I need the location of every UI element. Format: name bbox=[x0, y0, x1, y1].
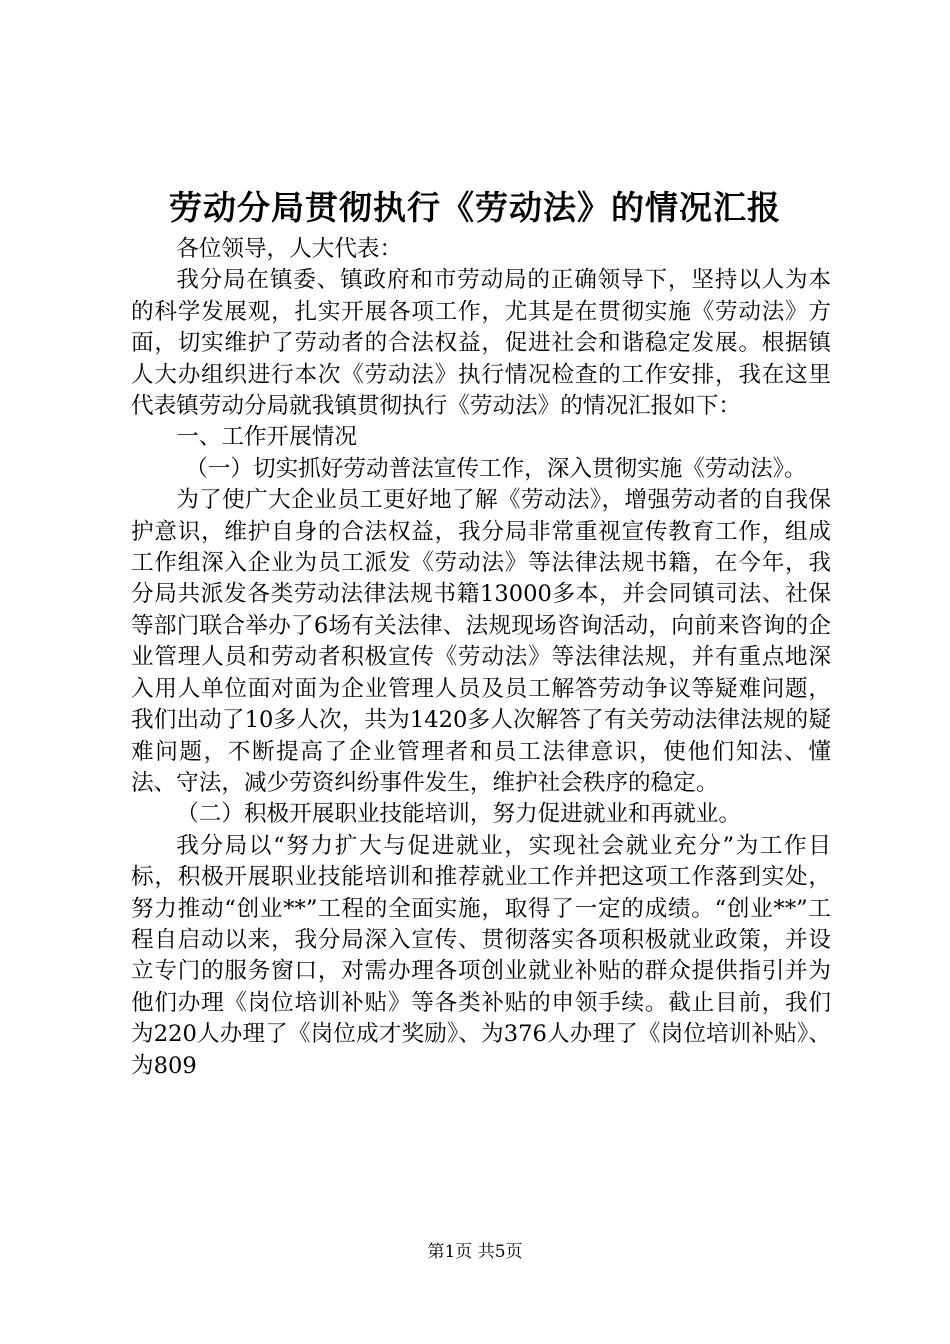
subsection-heading-1: （一）切实抓好劳动普法宣传工作，深入贯彻实施《劳动法》。 bbox=[185, 455, 807, 482]
paragraph-legal-promotion: 为了使广大企业员工更好地了解《劳动法》，增强劳动者的自我保护意识，维护自身的合法权益，我分局非常重视宣传教育工作，组成工作组深入企业为员工派发《劳动法》等法律法规书籍，在今年，我分局共派发各类劳动法律法规书籍13000多本，并会同镇司法、社保等部门联合举办了6场有关法律、法规现场咨询活动，向前来咨询的企业管理人员和劳动者积极宣传《劳动法》等法律法规，并有重点地深入用人单位面对面为企业管理人员及员工解答劳动争议等疑难问题，我们出动了10多人次，共为1420多人次解答了有关劳动法律法规的疑难问题，不断提高了企业管理者和员工法律意识，使他们知法、懂法、守法，减少劳资纠纷事件发生，维护社会秩序的稳定。 bbox=[131, 487, 831, 796]
page-footer: 第1页 共5页 bbox=[427, 1242, 523, 1262]
paragraph-employment-training: 我分局以“努力扩大与促进就业，实现社会就业充分”为工作目标，积极开展职业技能培训和推荐就业工作并把这项工作落到实处，努力推动“创业**”工程的全面实施，取得了一定的成绩。“创业**”工程自启动以来，我分局深入宣传、贯彻落实各项积极就业政策，并设立专门的服务窗口，对需办理各项创业就业补贴的群众提供指引并为他们办理《岗位培训补贴》等各类补贴的申领手续。截止目前，我们为220人办理了《岗位成才奖励》、为376人办理了《岗位培训补贴》、为809 bbox=[131, 832, 831, 1079]
paragraph-intro: 我分局在镇委、镇政府和市劳动局的正确领导下，坚持以人为本的科学发展观，扎实开展各项工作，尤其是在贯彻实施《劳动法》方面，切实维护了劳动者的合法权益，促进社会和谐稳定发展。根据镇人大办组织进行本次《劳动法》执行情况检查的工作安排，我在这里代表镇劳动分局就我镇贯彻执行《劳动法》的情况汇报如下： bbox=[131, 267, 831, 420]
subsection-heading-2: （二）积极开展职业技能培训，努力促进就业和再就业。 bbox=[176, 801, 742, 828]
document-body bbox=[131, 234, 831, 1082]
section-heading-1: 一、工作开展情况 bbox=[176, 424, 357, 451]
document-title: 劳动分局贯彻执行《劳动法》的情况汇报 bbox=[169, 188, 781, 227]
salutation: 各位领导，人大代表： bbox=[176, 236, 403, 262]
